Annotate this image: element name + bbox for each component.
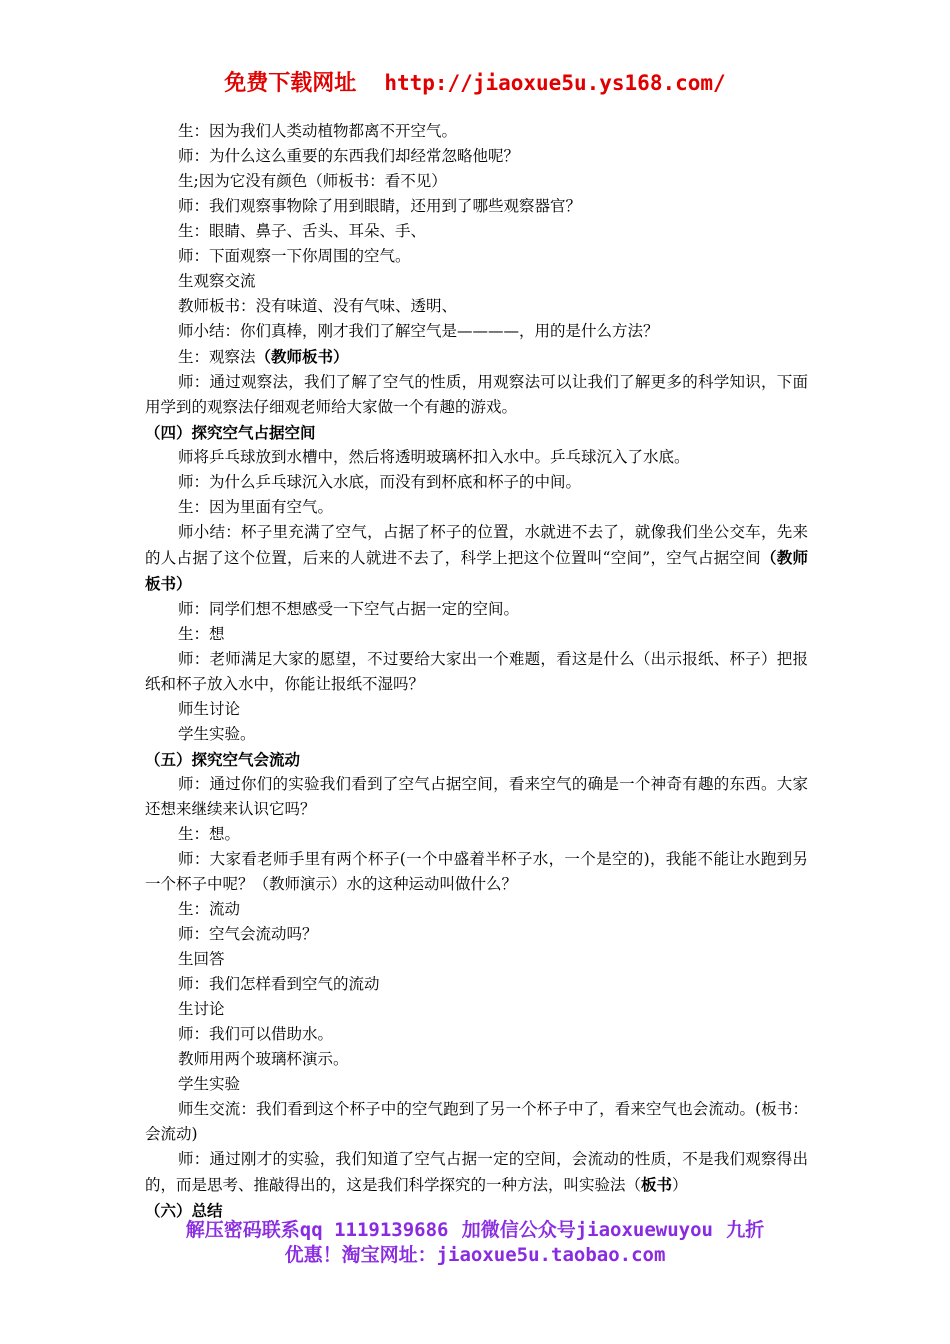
paragraph bbox=[145, 119, 808, 144]
paragraph-text: 生讨论 bbox=[178, 1000, 225, 1018]
paragraph bbox=[145, 1147, 808, 1198]
download-banner bbox=[0, 66, 950, 97]
paragraph bbox=[145, 495, 808, 520]
paragraph bbox=[145, 144, 808, 169]
paragraph bbox=[145, 344, 808, 370]
paragraph-text: 师：空气会流动吗？ bbox=[178, 925, 318, 943]
board-note: （教师板书） bbox=[145, 548, 808, 593]
paragraph-text: 生：眼睛、鼻子、舌头、耳朵、手、 bbox=[178, 222, 427, 240]
paragraph bbox=[145, 972, 808, 997]
paragraph bbox=[145, 922, 808, 947]
paragraph-text: 师：通过你们的实验我们看到了空气占据空间，看来空气的确是一个神奇有趣的东西。大家还想来继续来认识它吗？ bbox=[145, 775, 808, 818]
paragraph bbox=[145, 772, 808, 822]
promo-taobao-label: 优惠！淘宝网址： bbox=[284, 1244, 437, 1266]
paragraph bbox=[145, 1022, 808, 1047]
paragraph-text: 教师板书：没有味道、没有气味、透明、 bbox=[178, 297, 458, 315]
section-heading bbox=[145, 420, 808, 445]
section-heading bbox=[145, 747, 808, 772]
paragraph bbox=[145, 219, 808, 244]
paragraph bbox=[145, 319, 808, 344]
paragraph-text: 生：想。 bbox=[178, 825, 241, 843]
paragraph-text: 生：因为里面有空气。 bbox=[178, 498, 334, 516]
paragraph bbox=[145, 169, 808, 194]
paragraph bbox=[145, 822, 808, 847]
paragraph-text: 师：我们观察事物除了用到眼睛，还用到了哪些观察器官？ bbox=[178, 197, 582, 215]
paragraph-text: 师生交流：我们看到这个杯子中的空气跑到了另一个杯子中了，看来空气也会流动。(板书：会流动) bbox=[145, 1100, 808, 1143]
paragraph bbox=[145, 194, 808, 219]
paragraph-text: 师：通过刚才的实验，我们知道了空气占据一定的空间，会流动的性质，不是我们观察得出的，而是思考、推敲得出的，这是我们科学探究的一种方法，叫实验法（ bbox=[145, 1150, 808, 1194]
paragraph bbox=[145, 269, 808, 294]
paragraph bbox=[145, 1072, 808, 1097]
paragraph bbox=[145, 244, 808, 269]
paragraph bbox=[145, 294, 808, 319]
paragraph bbox=[145, 1097, 808, 1147]
paragraph-text: 师生讨论 bbox=[178, 700, 241, 718]
paragraph-tail: ） bbox=[672, 1176, 688, 1194]
paragraph-text: 生：因为我们人类动植物都离不开空气。 bbox=[178, 122, 458, 140]
promo-wechat-id: jiaoxuewuyou bbox=[575, 1219, 713, 1241]
board-note: （教师板书） bbox=[255, 347, 349, 366]
paragraph bbox=[145, 847, 808, 897]
paragraph-text: 师：老师满足大家的愿望，不过要给大家出一个难题，看这是什么（出示报纸、杯子）把报纸和杯子放入水中，你能让报纸不湿吗？ bbox=[145, 650, 808, 693]
paragraph-text: 师：为什么乒乓球沉入水底，而没有到杯底和杯子的中间。 bbox=[178, 473, 582, 491]
paragraph-text: （五）探究空气会流动 bbox=[145, 750, 301, 769]
download-url-link[interactable]: http://jiaoxue5u.ys168.com/ bbox=[384, 71, 726, 95]
paragraph-text: 学生实验。 bbox=[178, 725, 256, 743]
paragraph-text: （六）总结 bbox=[145, 1201, 223, 1220]
promo-qq: qq 1119139686 bbox=[299, 1219, 449, 1241]
paragraph-text: 师小结：你们真棒，刚才我们了解空气是————，用的是什么方法？ bbox=[178, 322, 659, 340]
paragraph bbox=[145, 370, 808, 420]
paragraph-text: 师：为什么这么重要的东西我们却经常忽略他呢？ bbox=[178, 147, 520, 165]
paragraph-text: 生;因为它没有颜色（师板书：看不见） bbox=[178, 172, 447, 190]
paragraph-text: 生回答 bbox=[178, 950, 225, 968]
paragraph-text: 生观察交流 bbox=[178, 272, 256, 290]
paragraph-text: 教师用两个玻璃杯演示。 bbox=[178, 1050, 349, 1068]
promo-line-2 bbox=[0, 1243, 950, 1268]
paragraph-text: 师：我们怎样看到空气的流动 bbox=[178, 975, 380, 993]
paragraph bbox=[145, 722, 808, 747]
paragraph bbox=[145, 470, 808, 495]
paragraph bbox=[145, 520, 808, 597]
paragraph bbox=[145, 597, 808, 622]
board-note: 板书 bbox=[641, 1175, 673, 1194]
promo-line-1 bbox=[0, 1218, 950, 1243]
paragraph-text: 师：通过观察法，我们了解了空气的性质，用观察法可以让我们了解更多的科学知识，下面用学到的观察法仔细观老师给大家做一个有趣的游戏。 bbox=[145, 373, 808, 416]
promo-footer bbox=[0, 1218, 950, 1268]
paragraph-text: 生：流动 bbox=[178, 900, 241, 918]
paragraph-text: 学生实验 bbox=[178, 1075, 241, 1093]
paragraph bbox=[145, 997, 808, 1022]
paragraph bbox=[145, 1047, 808, 1072]
paragraph bbox=[145, 445, 808, 470]
paragraph-text: 生：想 bbox=[178, 625, 225, 643]
paragraph-text: 师：大家看老师手里有两个杯子(一个中盛着半杯子水，一个是空的)，我能不能让水跑到另一个杯子中呢？（教师演示）水的这种运动叫做什么？ bbox=[145, 850, 808, 893]
paragraph-text: 师：同学们想不想感受一下空气占据一定的空间。 bbox=[178, 600, 520, 618]
paragraph bbox=[145, 897, 808, 922]
download-label: 免费下载网址 bbox=[224, 71, 357, 96]
promo-wechat-label: 加微信公众号 bbox=[461, 1219, 576, 1241]
paragraph-text: 师将乒乓球放到水槽中，然后将透明玻璃杯扣入水中。乒乓球沉入了水底。 bbox=[178, 448, 690, 466]
paragraph bbox=[145, 647, 808, 697]
paragraph-text: 师：下面观察一下你周围的空气。 bbox=[178, 247, 411, 265]
paragraph-text: 生：观察法 bbox=[178, 348, 256, 366]
paragraph bbox=[145, 947, 808, 972]
paragraph-text: （四）探究空气占据空间 bbox=[145, 423, 316, 442]
paragraph bbox=[145, 697, 808, 722]
document-body bbox=[145, 119, 808, 1223]
paragraph-text: 师：我们可以借助水。 bbox=[178, 1025, 334, 1043]
promo-taobao-url[interactable]: jiaoxue5u.taobao.com bbox=[436, 1244, 666, 1266]
paragraph bbox=[145, 622, 808, 647]
promo-password-label: 解压密码联系 bbox=[185, 1219, 300, 1241]
promo-discount: 九折 bbox=[726, 1219, 765, 1241]
paragraph-text: 师小结：杯子里充满了空气，占据了杯子的位置，水就进不去了，就像我们坐公交车，先来的人占据了这个位置，后来的人就进不去了，科学上把这个位置叫“空间”，空气占据空间 bbox=[145, 523, 808, 567]
